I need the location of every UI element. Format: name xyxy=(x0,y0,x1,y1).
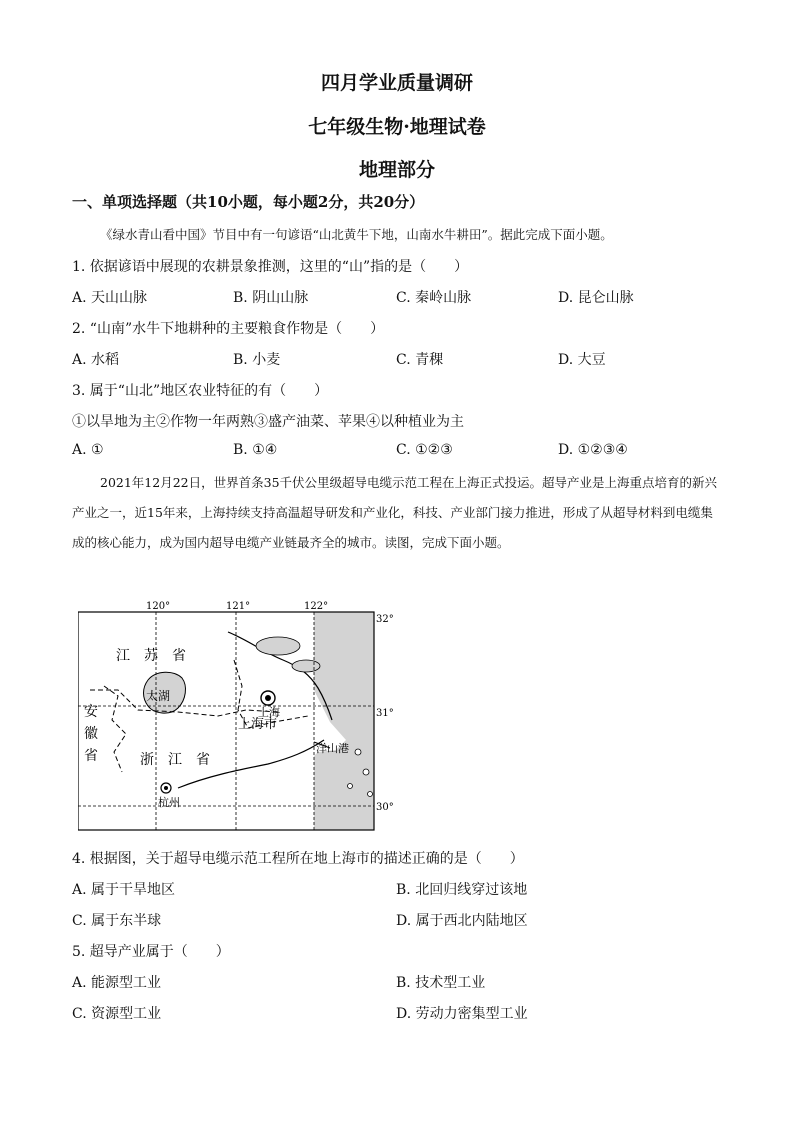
hangzhou-label: 杭州 xyxy=(158,796,180,809)
shanghai-region-map xyxy=(78,600,398,832)
longitude-label-122: 122° xyxy=(304,601,329,612)
jiangsu-label: 江 苏 省 xyxy=(116,648,186,664)
exam-subtitle: 七年级生物·地理试卷 xyxy=(308,116,486,138)
q4-option-c[interactable]: C. 属于东半球 xyxy=(72,913,162,929)
anhui-border xyxy=(104,686,126,772)
q5-option-b[interactable]: B. 技术型工业 xyxy=(396,975,486,991)
q2-option-b[interactable]: B. 小麦 xyxy=(233,352,281,368)
q1-option-a[interactable]: A. 天山山脉 xyxy=(72,290,148,306)
q1-option-b[interactable]: B. 阴山山脉 xyxy=(233,290,309,306)
island-dot xyxy=(355,749,361,755)
q2-option-c[interactable]: C. 青稞 xyxy=(396,352,444,368)
latitude-label-32: 32° xyxy=(376,614,394,625)
q5-option-d[interactable]: D. 劳动力密集型工业 xyxy=(396,1006,528,1022)
section-subject-title: 地理部分 xyxy=(358,159,435,181)
q4-option-b[interactable]: B. 北回归线穿过该地 xyxy=(396,882,528,898)
question-5-stem: 5. 超导产业属于（ ） xyxy=(72,944,230,960)
anhui-label-2: 徽 xyxy=(84,726,98,742)
intro-passage-2: 2021年12月22日，世界首条35千伏公里级超导电缆示范工程在上海正式投运。超导产业是上海重点培育的新兴产业之一，近15年来，上海持续支持高温超导研发和产业化，科技、产业部门接力推进，形成了从超导材料到电缆集成的核心能力，成为国内超导电缆产业链最齐全的城市。读图，完成下面小题。 xyxy=(72,475,718,550)
q3-option-a[interactable]: A. ① xyxy=(72,442,104,458)
question-3-statements: ①以旱地为主②作物一年两熟③盛产油菜、苹果④以种植业为主 xyxy=(72,414,464,430)
q5-option-c[interactable]: C. 资源型工业 xyxy=(72,1006,162,1022)
shanghai-marker-dot xyxy=(265,695,271,701)
exam-title: 四月学业质量调研 xyxy=(320,72,473,94)
longitude-label-120: 120° xyxy=(146,601,171,612)
q1-option-d[interactable]: D. 昆仑山脉 xyxy=(558,290,634,306)
intro-passage-1: 《绿水青山看中国》节目中有一句谚语“山北黄牛下地，山南水牛耕田”。据此完成下面小题。 xyxy=(100,227,613,242)
q5-option-a[interactable]: A. 能源型工业 xyxy=(72,975,162,991)
q3-option-b[interactable]: B. ①④ xyxy=(233,442,278,458)
q4-option-a[interactable]: A. 属于干旱地区 xyxy=(72,882,176,898)
anhui-label-3: 省 xyxy=(84,748,98,764)
taihu-label: 太湖 xyxy=(146,689,171,703)
yangshan-port-label: 洋山港 xyxy=(316,742,349,755)
island-dot xyxy=(368,792,373,797)
q2-option-d[interactable]: D. 大豆 xyxy=(558,352,606,368)
hangzhou-marker-dot xyxy=(164,786,168,790)
q1-option-c[interactable]: C. 秦岭山脉 xyxy=(396,290,472,306)
q3-option-d[interactable]: D. ①②③④ xyxy=(558,442,628,458)
shanghai-city-label: 上海市 xyxy=(238,717,278,732)
zhejiang-label: 浙 江 省 xyxy=(140,752,210,768)
latitude-label-31: 31° xyxy=(376,708,394,719)
q4-option-d[interactable]: D. 属于西北内陆地区 xyxy=(396,913,528,929)
shanghai-point-label: 上海 xyxy=(258,706,280,719)
question-3-stem: 3. 属于“山北”地区农业特征的有（ ） xyxy=(72,383,329,399)
island-dot xyxy=(363,769,369,775)
chongming-island xyxy=(256,637,300,655)
question-2-stem: 2. “山南”水牛下地耕种的主要粮食作物是（ ） xyxy=(72,321,385,337)
q3-option-c[interactable]: C. ①②③ xyxy=(396,442,453,458)
q2-option-a[interactable]: A. 水稻 xyxy=(72,352,120,368)
longitude-label-121: 121° xyxy=(226,601,251,612)
section-heading: 一、单项选择题（共10小题，每小题2分，共20分） xyxy=(72,193,425,211)
question-4-stem: 4. 根据图，关于超导电缆示范工程所在地上海市的描述正确的是（ ） xyxy=(72,851,524,867)
island-dot xyxy=(348,784,353,789)
question-1-stem: 1. 依据谚语中展现的农耕景象推测，这里的“山”指的是（ ） xyxy=(72,259,469,275)
latitude-label-30: 30° xyxy=(376,802,394,813)
anhui-label-1: 安 xyxy=(84,704,98,720)
changxing-island xyxy=(292,660,320,672)
